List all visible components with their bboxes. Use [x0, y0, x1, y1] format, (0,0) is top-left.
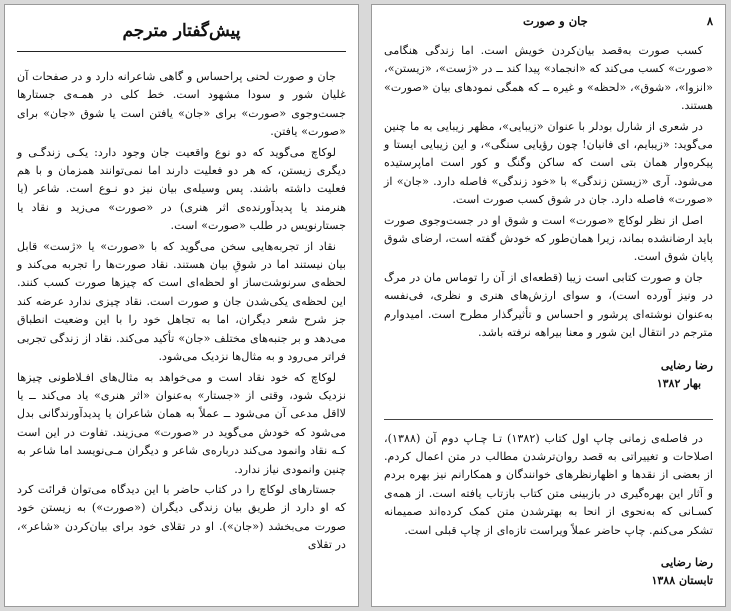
- page-number: ۸: [706, 14, 713, 28]
- paragraph: جستارهای لوکاچ را در کتاب حاضر با این دیدگاه می‌توان قرائت کرد که او دارد از طریق بیان زندگی دیگران («صورت») به زیستن خود صورت می‌بخشد («جان»). او در تقلای خود برای بیان‌کردن «شاعر»، در تقلای: [17, 482, 346, 552]
- signature-date: بهار ۱۳۸۲: [656, 376, 701, 390]
- title-divider: [17, 51, 346, 52]
- running-title: جان و صورت: [523, 14, 588, 28]
- signature-name: رضا رضایی: [660, 555, 713, 569]
- paragraph: نقاد از تجربه‌هایی سخن می‌گوید که با «صورت» یا «ژست» قابل بیان نیستند اما در شوقِ بیان هستند. نقاد صورت‌ها را تجربه می‌کند و لحظه‌ی سرنوشت‌ساز او لحظه‌ای است که چیزها صورت کسب کنند. این لحظه‌ی یکی‌شدن جان و صورت است. نقاد چیزی ندارد عرضه کند جز شرح شعر دیگران، اما به تجاهل خود را با این وضعیت انطباق می‌دهد و بر جنبه‌های مختلف «جان» تأکید می‌کند. نقاد از زندگی تجربی فراتر می‌رود و به مثال‌ها نزدیک می‌شود.: [17, 239, 346, 364]
- paragraph: اصل از نظر لوکاچ «صورت» است و شوق او در جست‌وجوی صورت باید ارضانشده بماند، زیرا همان‌طور که خودش گفته است، ارضای شوق پایان شوق است.: [384, 213, 713, 264]
- left-page: [4, 4, 359, 607]
- page-title: پیش‌گفتار مترجم: [122, 21, 241, 41]
- paragraph: کسب صورت به‌قصد بیان‌کردن خویش است. اما زندگی هنگامی «صورت» کسب می‌کند که «انجماد» پیدا کند ــ در «ژست»، «زیستن»، «انزوا»، «شوق»، «لحظه» و غیره ــ که همگی نمودهای بیان «صورت» هستند.: [384, 44, 713, 113]
- second-edition-note: در فاصله‌ی زمانی چاپ اول کتاب (۱۳۸۲) تـا چـاپ دوم آن (۱۳۸۸)، اصلاحات و تغییراتی به قصد روان‌ترشدن مطالب در متن اعمال کردم. از بعضی از نقدها و اظهارنظرهای خوانندگان و همکارانم نیز بهره بردم و آثار این بهره‌گیری در بازبینی متن کتاب بازتاب یافته است. از همه‌ی کسـانی که به‌نحوی از انحا به بهترشدن متن کمک کرده‌اند صمیمانه تشکر می‌کنم. چاپ حاضر عملاً ویراست تازه‌ای از چاپ قبلی است.: [384, 431, 713, 537]
- signature-name: رضا رضایی: [660, 358, 713, 372]
- signature-date: تابستان ۱۳۸۸: [651, 573, 713, 587]
- signature-block: [384, 357, 713, 393]
- right-page-content: [384, 5, 713, 606]
- signature-block-2: [384, 554, 713, 590]
- paragraph: لوکاچ می‌گوید که دو نوع واقعیت جان وجود دارد: یکـی زندگـی و دیگری زیستن، که هر دو فعلیت دارند اما نمی‌توانند همزمان و با هم فعلیت داشته باشند. پس وسیله‌ی بیان نیز دو نـوع است. شاعر (یا هنرمند یا پدیدآورنده‌ی اثر هنری) در «صورت» می‌زید و نقاد یا جستارنویس در طلب «صورت» است.: [17, 145, 346, 233]
- left-page-content: [17, 5, 346, 606]
- paragraph: جان و صورت لحنی پراحساس و گاهی شاعرانه دارد و در صفحات آن غلیان شور و سودا مشهود است. خط کلی در همـه‌ی جستارها جست‌وجوی «صورت» برای «جان» یافتن است یا شوق «جان» برای «صورت» یافتن.: [17, 70, 346, 139]
- left-page-body: [17, 68, 346, 555]
- paragraph: جان و صورت کتابی است زیبا (قطعه‌ای از آن را توماس مان در مرگ در ونیز آورده است)، و سوای ارزش‌های هنری و نظری، فی‌نفسه به‌عنوان نوشته‌ای پرشور و احساس و تأثیرگذار مطرح است. امیدوارم مترجم در انتقال این شور و معنا بیراهه نرفته باشد.: [384, 270, 713, 340]
- paragraph: در شعری از شارل بودلر با عنوان «زیبایی»، مظهر زیبایی به ما چنین می‌گوید: «زیبایم، ای فانیان! چون رؤیایی سنگی»، و این زیبایی ایستا و پیکره‌وار همان بتی است که ساکن وگنگ و کور است اماپرستیده می‌شود. آری «زیستن زندگی» با «خود زندگی» فاصله دارد. «جان» از «صورت» فاصله دارد. جان در شوق کسب صورت است.: [384, 119, 713, 207]
- paragraph: لوکاچ که خود نقاد است و می‌خواهد به مثال‌های افـلاطونی چیزها نزدیک شود، وقتی از «جستار» به‌عنوان «اثر هنری» یاد می‌کند ــ یا لااقل مدعی آن می‌شود ــ عملاً به همان شاعران یا پدیدآورندگانی بدل می‌شود که خودش می‌گوید در «صورت» می‌زیند. تفاوت در این است کـه نقاد وانمود می‌کند درباره‌ی شاعر و دیگران مـی‌نویسد اما شاعر به چنین وانمودی نیاز ندارد.: [17, 370, 346, 476]
- right-page: [371, 4, 726, 607]
- right-page-body: [384, 42, 713, 343]
- section-divider: [384, 419, 713, 420]
- running-header: [384, 14, 713, 28]
